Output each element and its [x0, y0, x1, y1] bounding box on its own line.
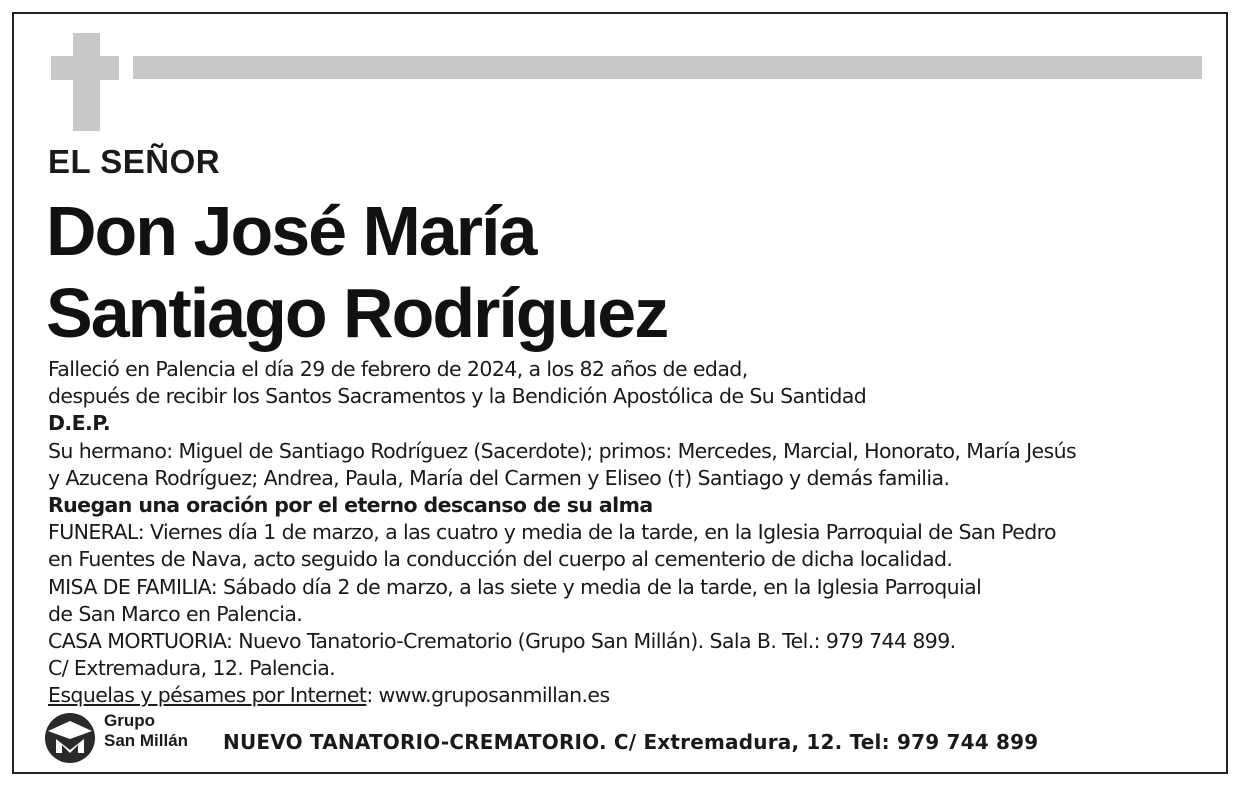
funeral-line: FUNERAL: Viernes día 1 de marzo, a las cuatro y media de la tarde, en la Iglesia Parroquial de San Pedro: [48, 520, 1056, 545]
internet-separator: :: [366, 683, 379, 708]
funeral-home-line: CASA MORTUORIA: Nuevo Tanatorio-Crematorio (Grupo San Millán). Sala B. Tel.: 979 744 899.: [48, 629, 956, 654]
san-millan-logo-icon: [42, 709, 98, 765]
death-notice-line: Falleció en Palencia el día 29 de febrero de 2024, a los 82 años de edad,: [48, 357, 748, 381]
funeral-line: en Fuentes de Nava, acto seguido la conducción del cuerpo al cementerio de dicha localidad.: [48, 547, 953, 572]
footer-address: NUEVO TANATORIO-CREMATORIO. C/ Extremadura, 12. Tel: 979 744 899: [223, 730, 1039, 754]
condolences-link[interactable]: Esquelas y pésames por Internet: [48, 683, 367, 708]
family-mass-line: MISA DE FAMILIA: Sábado día 2 de marzo, a las siete y media de la tarde, en la Iglesia Parroquial: [48, 574, 982, 599]
deceased-name-line2: Santiago Rodríguez: [46, 274, 668, 352]
honorific-title: EL SEÑOR: [48, 143, 221, 180]
family-mass-line: de San Marco en Palencia.: [48, 601, 303, 626]
brand-line: San Millán: [104, 731, 189, 750]
deceased-name-line1: Don José María: [46, 192, 536, 270]
prayer-request: Ruegan una oración por el eterno descanso de su alma: [48, 493, 653, 518]
internet-line: [48, 682, 1208, 709]
dep-label: D.E.P.: [48, 411, 111, 436]
brand-line: Grupo: [104, 711, 155, 730]
family-line: y Azucena Rodríguez; Andrea, Paula, María del Carmen y Eliseo (†) Santiago y demás familia.: [48, 465, 950, 490]
cross-icon: [73, 33, 100, 131]
brand-name: [104, 711, 188, 751]
death-notice-line: después de recibir los Santos Sacramentos y la Bendición Apostólica de Su Santidad: [48, 384, 867, 409]
header-bar: [133, 56, 1202, 79]
cross-icon-arm: [51, 56, 119, 80]
family-line: Su hermano: Miguel de Santiago Rodríguez (Sacerdote); primos: Mercedes, Marcial, Honorato, María Jesús: [48, 438, 1077, 463]
obituary-body: [48, 356, 1208, 710]
website-url[interactable]: www.gruposanmillan.es: [378, 683, 610, 708]
funeral-home-line: C/ Extremadura, 12. Palencia.: [48, 656, 336, 681]
